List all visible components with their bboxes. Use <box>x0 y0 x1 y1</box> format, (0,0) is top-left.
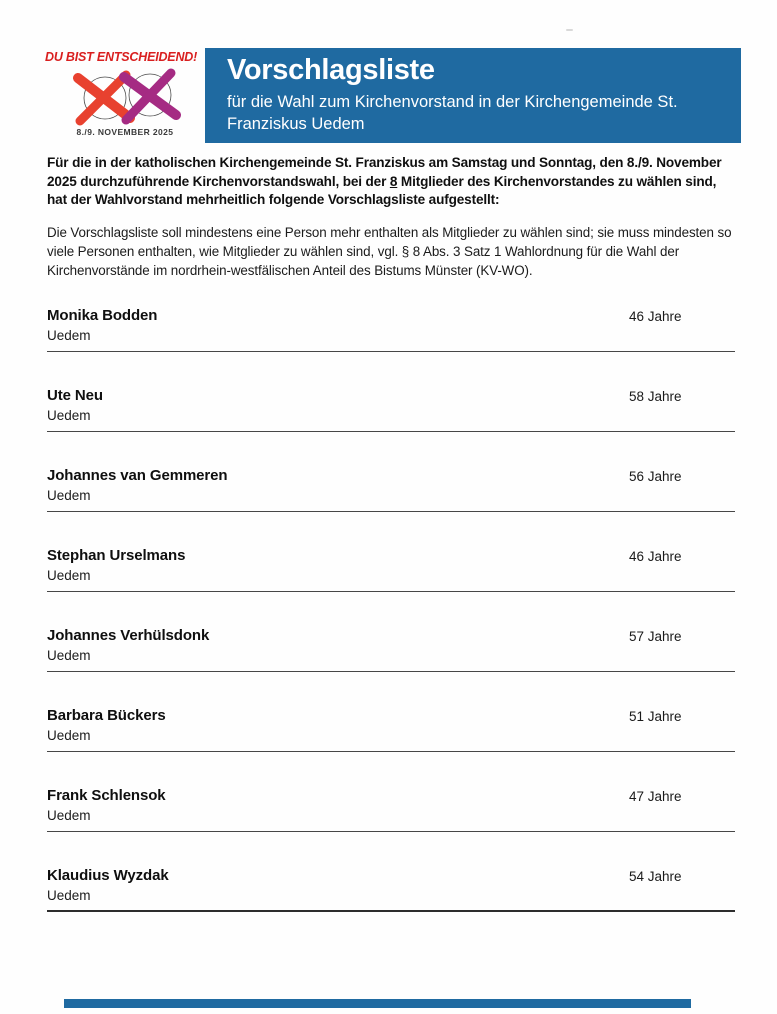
candidate-age: 47 Jahre <box>629 788 682 804</box>
candidate-place: Uedem <box>47 327 91 343</box>
candidate-row <box>47 616 735 672</box>
candidate-row <box>47 296 735 352</box>
candidate-age: 51 Jahre <box>629 708 682 724</box>
candidate-name: Barbara Bückers <box>47 706 166 724</box>
legal-note-paragraph: Die Vorschlagsliste soll mindestens eine Person mehr enthalten als Mitglieder zu wählen sind; sie muss mindesten so viele Personen enthalten, wie Mitglieder zu wählen sind, vgl. § 8 Abs. 3 Satz 1 Wahlordnung für die Wahl der Kirchenvorstände im nordrhein-westfälischen Anteil des Bistums Münster (KV-WO). <box>47 224 732 278</box>
candidate-place: Uedem <box>47 807 91 823</box>
candidate-place: Uedem <box>47 647 91 663</box>
candidate-age: 56 Jahre <box>629 468 682 484</box>
page-title: Vorschlagsliste <box>227 54 435 86</box>
candidate-name: Monika Bodden <box>47 306 158 324</box>
logo-date: 8./9. NOVEMBER 2025 <box>76 127 174 137</box>
candidate-row <box>47 376 735 432</box>
candidate-list <box>47 296 735 912</box>
candidate-row <box>47 536 735 592</box>
election-crosses-icon <box>50 65 200 127</box>
candidate-age: 58 Jahre <box>629 388 682 404</box>
footer-bar <box>64 999 691 1008</box>
member-count: 8 <box>389 173 398 189</box>
page-subtitle: für die Wahl zum Kirchenvorstand in der Kirchengemeinde St. Franziskus Uedem <box>227 93 678 133</box>
candidate-age: 54 Jahre <box>629 868 682 884</box>
candidate-name: Johannes Verhülsdonk <box>47 626 210 644</box>
candidate-name: Stephan Urselmans <box>47 546 186 564</box>
candidate-place: Uedem <box>47 407 91 423</box>
logo-slogan: DU BIST ENTSCHEIDEND! <box>45 50 198 64</box>
candidate-place: Uedem <box>47 887 91 903</box>
candidate-name: Johannes van Gemmeren <box>47 466 228 484</box>
election-logo <box>45 48 205 143</box>
candidate-age: 46 Jahre <box>629 548 682 564</box>
candidate-row <box>47 856 735 912</box>
candidate-name: Klaudius Wyzdak <box>47 866 169 884</box>
intro-paragraph <box>47 154 737 209</box>
candidate-row <box>47 696 735 752</box>
candidate-place: Uedem <box>47 487 91 503</box>
title-banner <box>205 48 741 143</box>
candidate-row <box>47 776 735 832</box>
candidate-place: Uedem <box>47 727 91 743</box>
intro-text-after: Mitglieder des Kirchenvorstandes zu wählen sind, hat der Wahlvorstand mehrheitlich folgende Vorschlagsliste aufgestellt: <box>47 173 717 208</box>
candidate-place: Uedem <box>47 567 91 583</box>
candidate-age: 57 Jahre <box>629 628 682 644</box>
document-header <box>45 48 741 143</box>
candidate-age: 46 Jahre <box>629 308 682 324</box>
scan-artifact <box>566 29 573 31</box>
candidate-row <box>47 456 735 512</box>
intro-text-before: Für die in der katholischen Kirchengemeinde St. Franziskus am Samstag und Sonntag, den 8./9. November 2025 durchzuführende Kirchenvorstandswahl, bei der <box>47 155 722 189</box>
candidate-name: Ute Neu <box>47 386 103 404</box>
candidate-name: Frank Schlensok <box>47 786 166 804</box>
